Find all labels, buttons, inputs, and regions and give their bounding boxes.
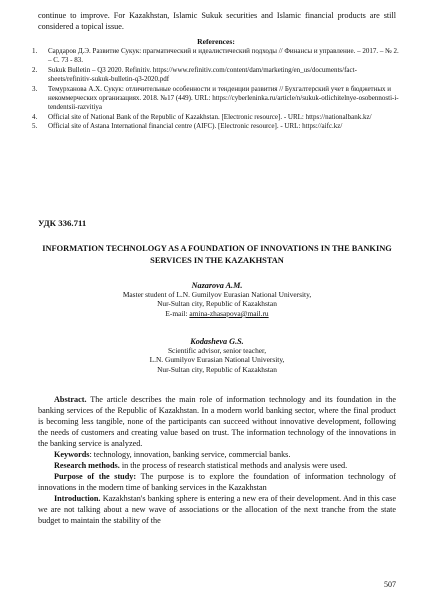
reference-text: Темурханова А.Х. Сукук: отличительные особенности и тенденции развития // Бухгалтерский учет в бюджетных и некоммерческих организациях. 2018. №17 (449). URL: https://cyberleninka.ru/article/n/sukuk-otlichitelnye-osobennosti-i-tendentsii-razvitiya [48, 84, 399, 112]
purpose-label: Purpose of the study: [54, 472, 137, 481]
abstract-label: Abstract. [54, 395, 87, 404]
references-heading: References: [197, 37, 235, 46]
author-affiliation: Master student of L.N. Gumilyov Eurasian National University, [122, 290, 312, 299]
introduction-paragraph [38, 493, 396, 526]
reference-number: 2. [32, 65, 38, 74]
references-section [32, 37, 400, 132]
author-location: Nur-Sultan city, Republic of Kazakhstan [157, 364, 277, 374]
reference-item [32, 66, 400, 85]
abstract-paragraph [38, 394, 396, 449]
keywords-text: : technology, innovation, banking service, commercial banks. [89, 450, 291, 459]
purpose-paragraph [38, 471, 396, 493]
intro-paragraph: continue to improve. For Kazakhstan, Islamic Sukuk securities and Islamic financial products are still considered a topical issue. [38, 11, 396, 31]
intro-continuation [38, 10, 396, 32]
author-2 [38, 337, 396, 374]
introduction-text: Kazakhstan's banking sphere is entering a new era of their development. And in this case we are not talking about a new wave of associations or the allocation of the next tranche from the state budget to maintain the stability of the [38, 494, 396, 525]
reference-text: Official site of National Bank of the Republic of Kazakhstan. [Electronic resource]. - URL: https://nationalbank.kz/ [48, 112, 372, 121]
reference-text: Official site of Astana International financial centre (AIFC). [Electronic resource]. - URL: https://aifc.kz/ [48, 122, 343, 131]
reference-number: 4. [32, 112, 38, 121]
author-email-line [38, 309, 396, 318]
reference-item [32, 113, 400, 122]
reference-text: Sukuk Bulletin – Q3 2020. Refinitiv. https://www.refinitiv.com/content/dam/marketing/en_us/documents/fact-sheets/refinitiv-sukuk-bulletin-q3-2020.pdf [48, 65, 357, 84]
methods-text: in the process of research statistical methods and analysis were used. [119, 461, 348, 470]
reference-text: Сардаров Д.Э. Развитие Сукук: прагматический и идеалистический подходы // Финансы и управление. – 2017. – № 2. – С. 73 - 83. [48, 47, 399, 65]
abstract-text: The article describes the main role of information technology and its foundation in the banking services of the Republic of Kazakhstan. In a modern world banking sector, where the final product is becoming less tangible, none of the participants can succeed without innovative development, following the needs of customers and creating value based on trust. The information technology of the innovations in the banking service is analyzed. [38, 395, 396, 448]
reference-item [32, 122, 400, 131]
page-number: 507 [384, 580, 396, 589]
reference-number: 5. [32, 122, 38, 131]
author-location: Nur-Sultan city, Republic of Kazakhstan [157, 299, 277, 309]
udc-code [38, 218, 396, 228]
reference-number: 3. [32, 84, 38, 93]
email-label: E-mail: [165, 308, 190, 318]
references-list [32, 47, 400, 132]
author-role: Scientific advisor, senior teacher, [167, 346, 267, 355]
author-1 [38, 281, 396, 318]
reference-item [32, 85, 400, 113]
author-name: Kodasheva G.S. [190, 337, 244, 346]
keywords-label: Keywords [54, 450, 90, 459]
purpose-text: The purpose is to explore the foundation of information technology of innovations in the modern time of banking services in the Kazakhstan [38, 472, 396, 492]
article-body [38, 394, 396, 526]
keywords-paragraph [38, 449, 396, 460]
udc-label: УДК 336.711 [38, 218, 87, 228]
author-name: Nazarova A.M. [191, 281, 243, 290]
reference-item [32, 47, 400, 66]
methods-label: Research methods. [54, 461, 120, 470]
introduction-label: Introduction. [54, 494, 101, 503]
email-link[interactable]: amina-zhasapova@mail.ru [189, 308, 269, 318]
article-title [38, 243, 396, 266]
methods-paragraph [38, 460, 396, 471]
reference-number: 1. [32, 47, 38, 55]
author-affiliation: L.N. Gumilyov Eurasian National University, [149, 355, 285, 365]
title-text: INFORMATION TECHNOLOGY AS A FOUNDATION OF INNOVATIONS IN THE BANKING SERVICES IN THE KAZAKHSTAN [42, 244, 392, 265]
